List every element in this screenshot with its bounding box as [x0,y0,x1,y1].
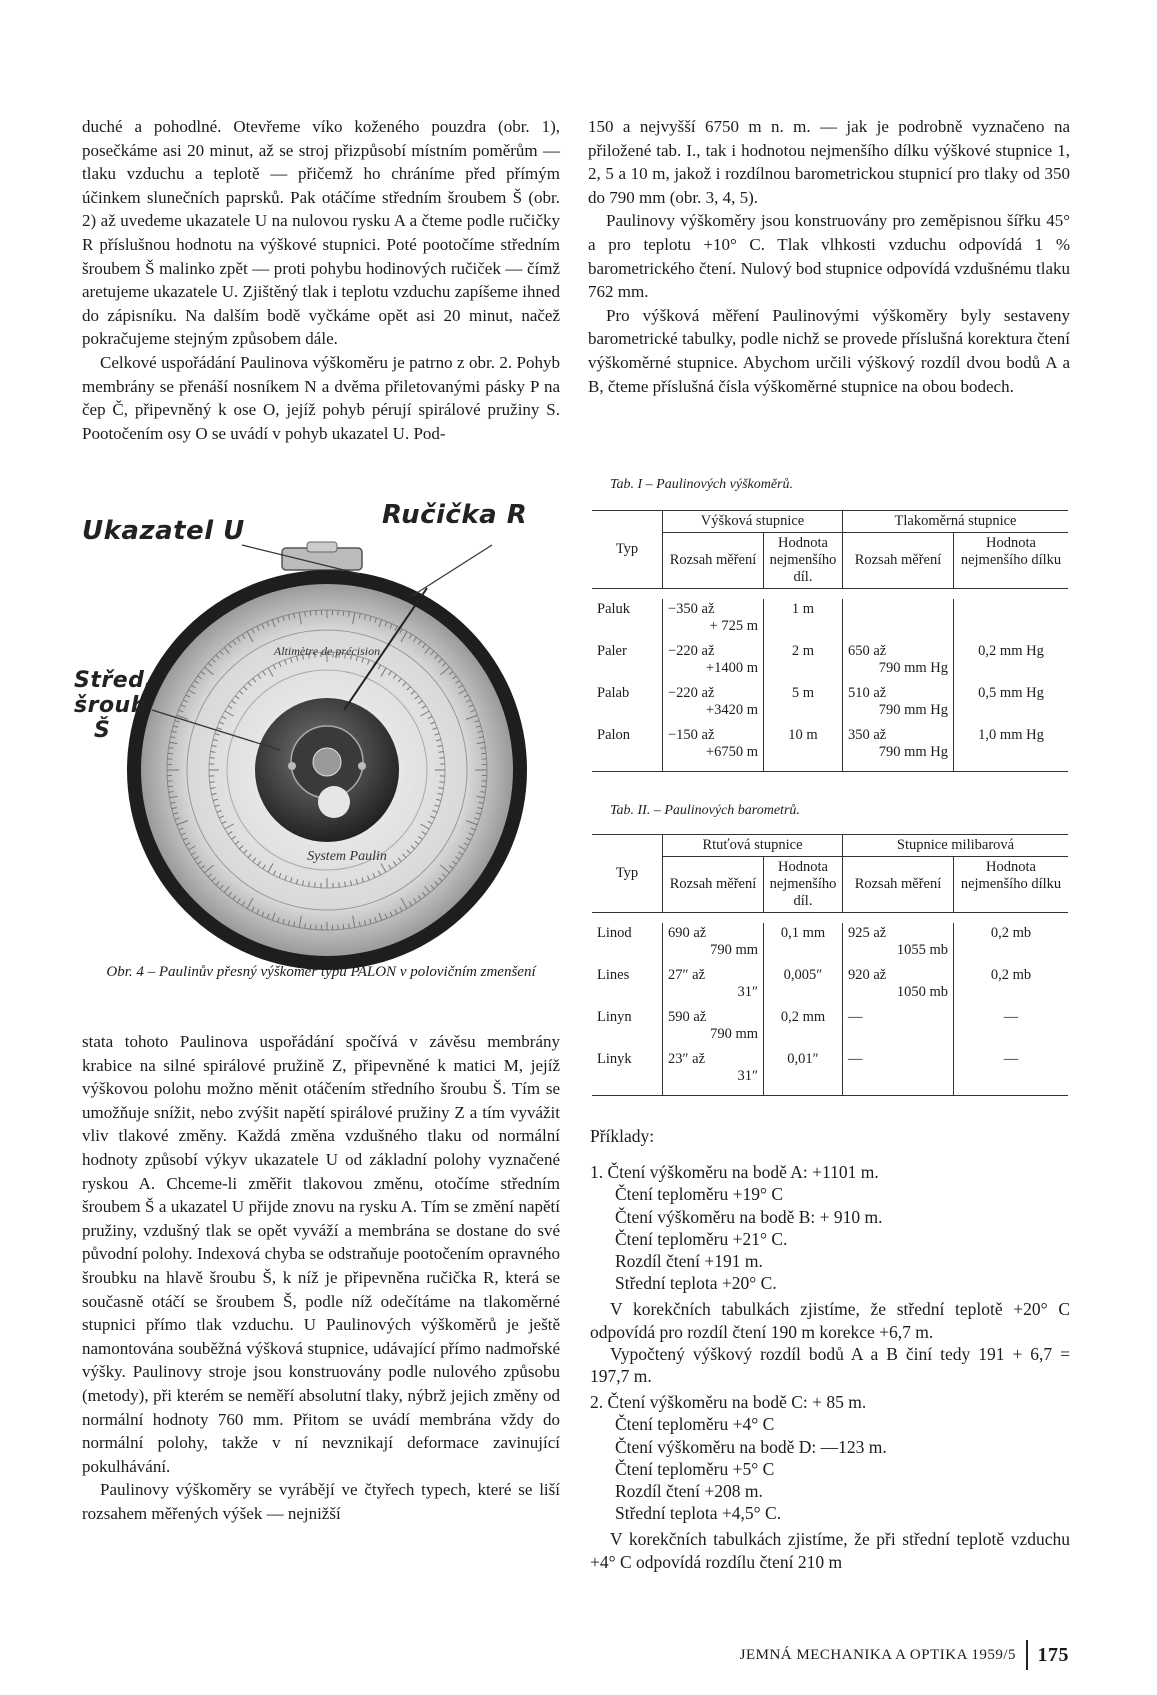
example-line: Čtení teploměru +4° C [615,1414,775,1435]
col-range: Rozsah měření [663,857,764,913]
cell-range: −220 až +3420 m [663,683,764,725]
cell-range: 27″ až 31″ [663,965,764,1007]
col-min: Hodnota nejmenšího díl. [764,857,843,913]
group-height-scale: Výšková stupnice [663,511,843,533]
col-min-2: Hodnota nejmenšího dílku [954,533,1069,589]
cell-typ: Linyn [597,1009,632,1025]
label-pointer-U: Ukazatel U [82,516,245,546]
cell-typ: Lines [597,967,630,983]
table-row [592,923,1068,965]
cell-pm: 0,5 mm Hg [954,683,1069,725]
example-line: Čtení výškoměru na bodě B: + 910 m. [615,1206,883,1227]
cell-typ: Paler [597,643,627,659]
dial-brand: System Paulin [307,849,387,864]
cell-range-2 [843,599,954,641]
col-min-2: Hodnota nejmenšího dílku [954,857,1069,913]
paragraph: Pro výšková měření Paulinovými výškoměry byly sestaveny barometrické tabulky, podle nichž se provede příslušná korektura čtení výškoměrné stupnice. Abychom určili výškový rozdíl dvou bodů A a B, čteme příslušná čísla výškoměrné stupnice na obou bodech. [588,305,1070,396]
cell-typ: Palab [597,685,630,701]
example-line: Čtení teploměru +21° C. [615,1228,788,1249]
cell-m: 0,2 mm [764,1007,843,1049]
page-number: 175 [1037,1643,1069,1666]
table-row [592,1049,1068,1096]
table-2 [592,834,1068,1096]
cell-range-2: 920 až 1050 mb [843,965,954,1007]
paragraph: V korekčních tabulkách zjistíme, že střední teplotě +20° C odpovídá pro rozdíl čtení 190 m korekce +6,7 m. [590,1299,1070,1342]
table-row [592,725,1068,772]
table-2-title: Tab. II. – Paulinových barometrů. [610,803,800,818]
cell-m: 0,005″ [764,965,843,1007]
example-line: Rozdíl čtení +191 m. [615,1251,763,1272]
cell-typ: Linyk [592,1049,663,1096]
label-center-screw: Střed. šroub Š [74,668,154,743]
cell-pm [954,599,1069,641]
group-pressure-scale: Tlakoměrná stupnice [843,511,1069,533]
table-row [592,1007,1068,1049]
cell-range: 690 až 790 mm [663,923,764,965]
cell-pm: — [954,1049,1069,1096]
cell-range: −150 až +6750 m [663,725,764,772]
examples-section [590,1125,1070,1573]
cell-range-2: 650 až 790 mm Hg [843,641,954,683]
cell-range-2: 925 až 1055 mb [843,923,954,965]
example-line: Střední teplota +4,5° C. [615,1503,782,1524]
cell-range: −220 až +1400 m [663,641,764,683]
altimeter-dial-image [82,540,560,980]
paragraph: Paulinovy výškoměry se vyrábějí ve čtyřech typech, které se liší rozsahem měřených výšek — nejnižší [82,1480,560,1523]
journal-name: JEMNÁ MECHANIKA A OPTIKA 1959/5 [739,1646,1016,1663]
example-1 [590,1161,1070,1294]
table-1-title: Tab. I – Paulinových výškoměrů. [610,477,793,492]
cell-pm: 1,0 mm Hg [954,725,1069,772]
cell-range: 23″ až 31″ [663,1049,764,1096]
cell-range: 590 až 790 mm [663,1007,764,1049]
cell-range-2: 510 až 790 mm Hg [843,683,954,725]
paragraph: duché a pohodlné. Otevřeme víko koženého pouzdra (obr. 1), posečkáme asi 20 minut, až se stroj přizpůsobí místním poměrům — tlaku vzduchu a teplotě — přičemž ho chráníme před přímým účinkem slunečních paprsků. Pak otáčíme středním šroubem Š (obr. 2) až uvedeme ukazatele U na nulovou rysku A a čteme podle ručičky R příslušnou hodnotu na výškové stupnici. Poté pootočíme středním šroubem Š malinko zpět — proti pohybu hodinových ručiček — čímž aretujeme ukazatele U. Zjištěný tlak i teplotu vzduchu zapíšeme ihned do zápisníku. Na dalším bodě vyčkáme opět asi 20 minut, načež pokračujeme stejným způsobem dále. [82,117,560,349]
examples-heading: Příklady: [590,1126,655,1146]
paragraph: V korekčních tabulkách zjistíme, že při střední teplotě vzduchu +4° C odpovídá rozdílu čtení 210 m [590,1529,1070,1572]
correction-screw [318,786,350,818]
col-min: Hodnota nejmenšího díl. [764,533,843,589]
group-mercury-scale: Rtuťová stupnice [663,835,843,857]
cell-m: 10 m [764,725,843,772]
cell-pm: 0,2 mb [954,923,1069,965]
cell-pm: 0,2 mm Hg [954,641,1069,683]
dial-top-text: Altimètre de précision [273,644,381,658]
cell-typ: Paluk [597,601,631,617]
paragraph: Celkové uspořádání Paulinova výškoměru je patrno z obr. 2. Pohyb membrány se přenáší nosníkem N a dvěma přiletovanými pásky P na čep Č, připevněný k ose O, jejíž pohyb pérují spirálové pružiny S. Pootočením osy O se uvádí v pohyb ukazatel U. Pod- [82,352,560,443]
table-row [592,641,1068,683]
cell-m: 5 m [764,683,843,725]
example-line: Čtení teploměru +5° C [615,1458,775,1479]
figure-caption: Obr. 4 – Paulinův přesný výškoměr typu PALON v polovičním zmenšení [106,964,536,980]
group-millibar-scale: Stupnice milibarová [843,835,1069,857]
table-row [592,599,1068,641]
left-column-bottom [82,1030,560,1525]
example-line: Rozdíl čtení +208 m. [615,1481,763,1502]
page-footer [740,1640,1069,1670]
cell-range-2: — [843,1049,954,1096]
col-range-2: Rozsah měření [843,533,954,589]
example-line: 1. Čtení výškoměru na bodě A: +1101 m. [590,1162,879,1183]
example-2 [590,1391,1070,1524]
table-2-body [592,923,1068,1096]
cell-pm: — [954,1007,1069,1049]
cell-range-2: 350 až 790 mm Hg [843,725,954,772]
col-typ: Typ [592,835,663,913]
table-1-body [592,599,1068,772]
cell-m: 2 m [764,641,843,683]
example-line: Čtení teploměru +19° C [615,1184,784,1205]
cell-m: 0,01″ [764,1049,843,1096]
left-column-top [82,115,560,445]
cell-pm: 0,2 mb [954,965,1069,1007]
right-column-top [588,115,1070,398]
cell-m: 0,1 mm [764,923,843,965]
paragraph: Vypočtený výškový rozdíl bodů A a B činí tedy 191 + 6,7 = 197,7 m. [590,1343,1070,1387]
label-hand-R: Ručička R [382,500,528,530]
col-range-2: Rozsah měření [843,857,954,913]
table-row [592,965,1068,1007]
cell-range: −350 až + 725 m [663,599,764,641]
cell-typ: Linod [597,925,632,941]
example-line: Čtení výškoměru na bodě D: —123 m. [615,1436,887,1457]
paragraph: Paulinovy výškoměry jsou konstruovány pro zeměpisnou šířku 45° a pro teplotu +10° C. Tlak vlhkosti vzduchu odpovídá 1 % barometrického čtení. Nulový bod stupnice odpovídá vzdušnému tlaku 762 mm. [588,211,1070,302]
example-line: 2. Čtení výškoměru na bodě C: + 85 m. [590,1392,867,1413]
col-range: Rozsah měření [663,533,764,589]
cell-typ: Palon [592,725,663,772]
col-typ: Typ [592,511,663,589]
cell-m: 1 m [764,599,843,641]
paragraph: stata tohoto Paulinova uspořádání spočívá v závěsu membrány krabice na silné spirálové pružině Z, připevněné k matici M, jejíž výškovou polohu možno měnit otáčením středního šroubu Š. Tím se umožňuje snížit, nebo zvýšit napětí spirálové pružiny Z a tím vyvážit vliv tlakové změny. Každá změna vzdušného tlaku od normální hodnoty způsobí výkyv ukazatele U od základní polohy vyznačené ryskou A. Chceme-li změřit tlakovou změnu, otočíme středním šroubem Š a ukazatel U přijde znovu na rysku A. Tím se změní napětí pružiny, vzdušný tlak se opět vyváží a membrána se dostane do své původní polohy. Indexová chyba se odstraňuje pootočením opravného šroubku na hlavě šroubu Š, k níž je připevněna ručička R, která se současně otáčí se šroubem Š, podle níž odečítáme na tlakoměrné stupnici přímo tlak vzduchu. U Paulinových výškoměrů je ještě namontována souběžná výšková stupnice, udávající přímo nadmořské výšky. Paulinovy stroje jsou konstruovány podle nulového způsobu (metody), při kterém se neměří absolutní tlaky, nýbrž jejich změny od normální hodnoty 760 mm. Přitom se uvádí membrána vždy do normální polohy, takže v ní nevznikají deformace zavinující pokulhávání. [82,1032,560,1476]
paragraph: 150 a nejvyšší 6750 m n. m. — jak je podrobně vyznačeno na přiložené tab. I., tak i hodnotou nejmenšího dílku výškové stupnice 1, 2, 5 a 10 m, jakož i rozdílnou barometrickou stupnicí pro tlaky od 350 do 790 mm (obr. 3, 4, 5). [588,117,1070,207]
footer-divider [1026,1640,1028,1670]
example-line: Střední teplota +20° C. [615,1273,777,1294]
altimeter-figure [74,500,560,980]
cell-range-2: — [843,1007,954,1049]
table-1 [592,510,1068,772]
table-row [592,683,1068,725]
